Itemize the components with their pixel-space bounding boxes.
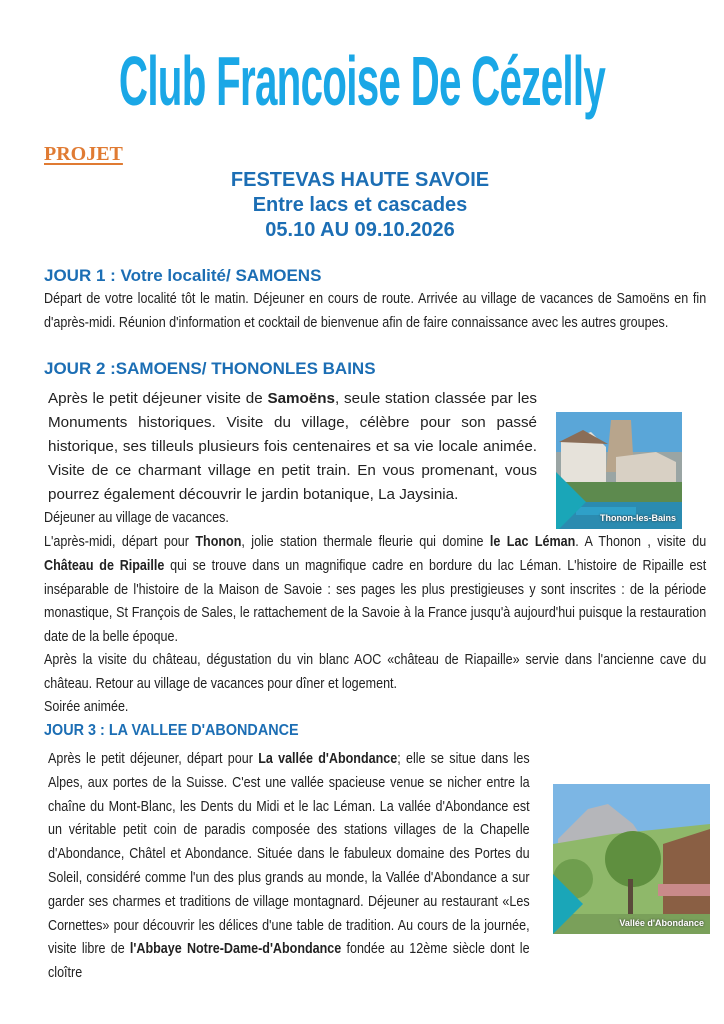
trip-header xyxy=(140,168,580,243)
projet-label: PROJET xyxy=(44,143,123,165)
trip-title: FESTEVAS HAUTE SAVOIE xyxy=(230,169,490,191)
jour2-evening: Soirée animée. xyxy=(44,699,129,715)
teal-accent xyxy=(556,472,586,529)
abbaye-bold: l'Abbaye Notre-Dame-d'Abondance xyxy=(129,941,342,958)
trip-dates: 05.10 AU 09.10.2026 xyxy=(265,219,455,241)
jour3-title: JOUR 3 : LA VALLEE D'ABONDANCE xyxy=(44,722,299,739)
vallee-abondance-bold: La vallée d'Abondance xyxy=(258,751,398,767)
teal-accent xyxy=(553,874,583,934)
jour2-paragraph-thonon: L'après-midi, départ pour Thonon, jolie station thermale fleurie qui domine le Lac Léman. A Thonon , visite du Château de Ripaille qui se trouve dans un magnifique cadre en bordure du lac Léman. L'histoire de Ripaille est inséparable de l'histoire de la Maison de Savoie : ses pages les plus prestigieuses y sont inscrites : de la période monastique, St François de Sales, le rattachement de la Savoie à la France jusqu'à aujourd'hui puisque la restauration date de la belle époque. xyxy=(44,534,707,646)
lac-leman-bold: le Lac Léman xyxy=(489,534,576,550)
jour1-title: JOUR 1 : Votre localité/ SAMOENS xyxy=(44,266,322,285)
club-title: Club Francoise De Cézelly xyxy=(118,41,606,120)
jour3-paragraph: Après le petit déjeuner, départ pour La vallée d'Abondance; elle se situe dans les Alpes, aux portes de la Suisse. C'est une vallée spacieuse venue se nicher entre la chaîne du Mont-Blanc, les Dents du Midi et le lac Léman. La vallée d'Abondance est un véritable petit coin de paradis composée des stations villages de la Chapelle d'Abondance, Châtel et Abondance. Située dans le fabuleux domaine des Portes du Soleil, considéré comme l'un des plus grands au monde, la Vallée d'Abondance a sur garder ses charmes et traditions de village montagnard. Déjeuner au restaurant «Les Cornettes» pour découvrir les délices d'une table de tradition. Au cours de la journée, visite libre de l'Abbaye Notre-Dame-d'Abondance fondée au 12ème siècle dont le cloître xyxy=(48,751,530,982)
thonon-photo xyxy=(556,412,682,529)
jour2-lunch: Déjeuner au village de vacances. xyxy=(44,510,229,526)
chateau-ripaille-bold: Château de Ripaille xyxy=(44,557,165,574)
jour1-text: Départ de votre localité tôt le matin. Déjeuner en cours de route. Arrivée au village de vacances de Samoëns en fin d'après-midi. Réunion d'information et cocktail de bienvenue afin de faire connaissance avec les autres groupes. xyxy=(44,291,707,331)
thonon-bold: Thonon xyxy=(195,534,242,550)
abondance-photo xyxy=(553,784,710,934)
trip-subtitle: Entre lacs et cascades xyxy=(252,194,468,216)
samoens-bold: Samoëns xyxy=(267,390,335,407)
thonon-caption: Thonon-les-Bains xyxy=(600,513,676,523)
jour2-tasting: Après la visite du château, dégustation du vin blanc AOC «château de Riapaille» servie dans l'ancienne cave du château. Retour au village de vacances pour dîner et logement. xyxy=(44,652,707,692)
jour2-paragraph-samoens: Après le petit déjeuner visite de Samoëns, seule station classée par les Monuments historiques. Visite du village, célèbre pour son passé historique, ses tilleuls plusieurs fois centenaires et sa vie locale animée. Visite de ce charmant village en petit train. En vous promenant, vous pourrez également découvrir le jardin botanique, La Jaysinia. xyxy=(48,390,537,503)
abondance-caption: Vallée d'Abondance xyxy=(619,918,704,928)
jour2-title: JOUR 2 :SAMOENS/ THONONLES BAINS xyxy=(44,359,376,378)
